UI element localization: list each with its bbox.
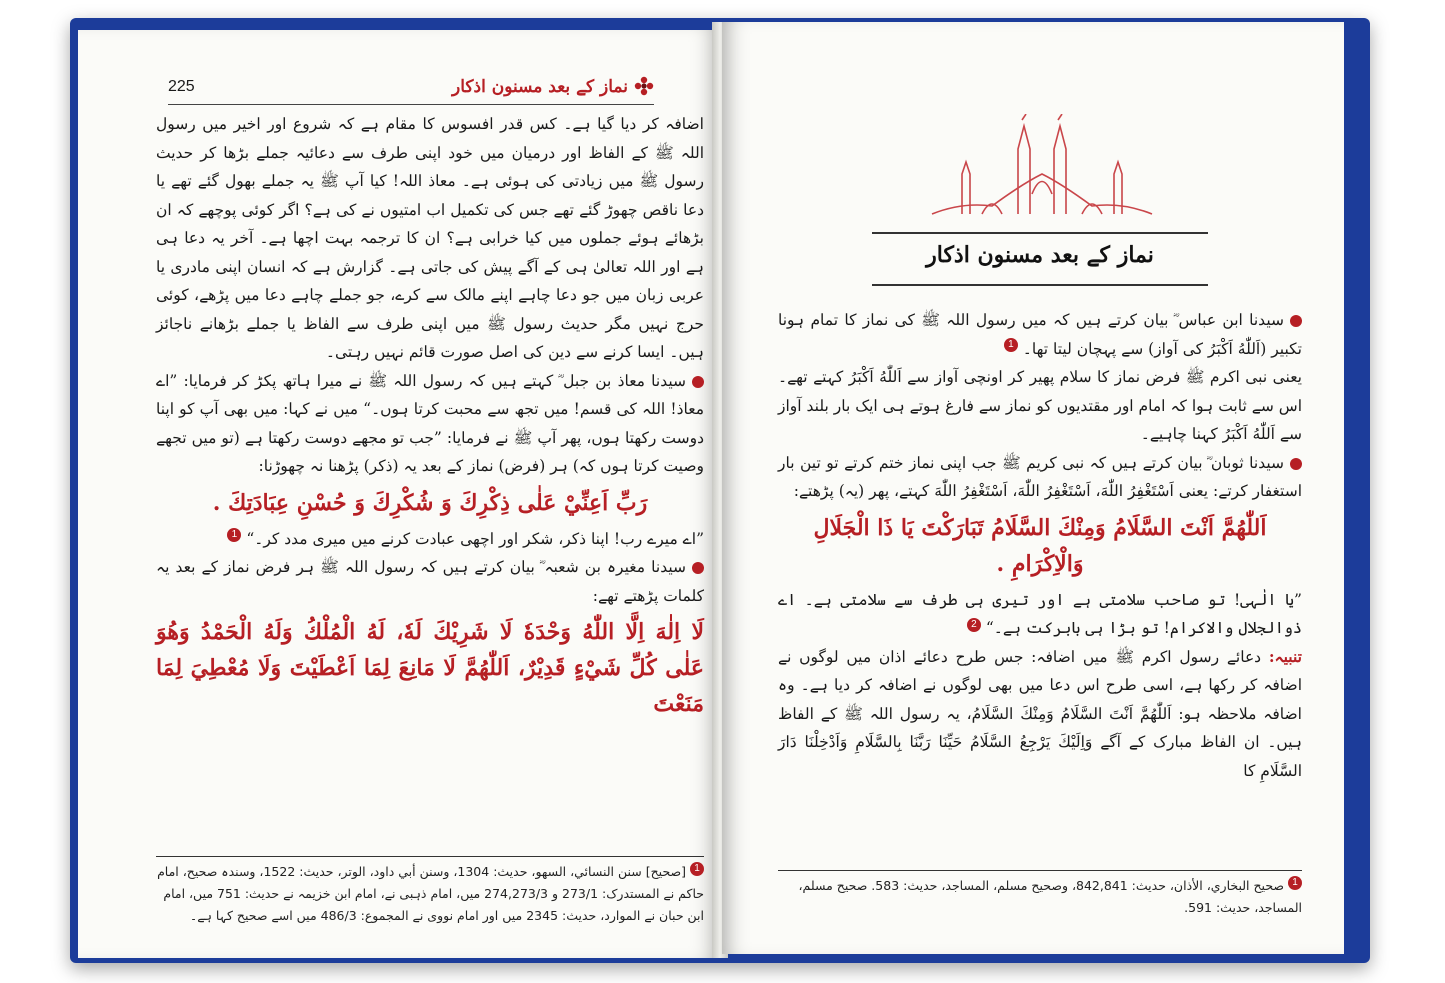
arabic-dua: رَبِّ اَعِنِّيْ عَلٰى ذِكْرِكَ وَ شُكْرِكَ وَ حُسْنِ عِبَادَتِكَ .	[212, 489, 648, 516]
paragraph: اضافہ کر دیا گیا ہے۔ کس قدر افسوس کا مقام ہے کہ شروع اور اخیر میں رسول اللہ ﷺ کے الفاظ اور درمیان میں خود اپنی طرف سے دعائیہ جملے بڑھا کر حدیث رسول ﷺ میں زیادتی کی ہوئی ہے۔ معاذ اللہ! کیا آپ ﷺ یہ جملے بھول گئے تھے یا دعا ناقص چھوڑ گئے تھے جس کی تکمیل اب امتیوں نے کی ہے؟ اگر کوئی پوچھے کہ ان بڑھائے ہوئے جملوں میں کیا خرابی ہے؟ ان کا ترجمہ بہت اچھا ہے۔ آخر یہ دعا ہی ہے اور اللہ تعالیٰ ہی کے آگے پیش کی جاتی ہے۔ گزارش ہے کہ انسان اپنی مادری یا عربی زبان میں جو دعا چاہے اپنے مالک سے کرے، جو جملے چاہے دعا میں پڑھے، کوئی حرج نہیں مگر حدیث رسول ﷺ میں اپنی طرف سے الفاظ یا جملے بڑھانے ناجائز ہیں۔ ایسا کرنے سے دین کی اصل صورت قائم نہیں رہتی۔	[156, 115, 704, 361]
bullet-flower-icon	[1290, 458, 1302, 470]
arabic-dua: اَللّٰهُمَّ اَنْتَ السَّلَامُ وَمِنْكَ السَّلَامُ تَبَارَكْتَ يَا ذَا الْجَلَالِ وَالْاِكْرَامِ .	[813, 514, 1267, 577]
warning-label: تنبیہ:	[1268, 646, 1302, 666]
right-page	[722, 22, 1344, 954]
footnote-marker-icon: 1	[690, 862, 704, 876]
footnote-text: صحیح البخاري، الأذان، حدیث: 842,841، وصحیح مسلم، المساجد، حدیث: 583. صحیح مسلم، المساجد، حدیث: 591.	[798, 878, 1302, 915]
mosque-ornament-icon	[922, 114, 1162, 224]
footnote-marker-icon: 2	[967, 618, 981, 632]
hadith-paragraph: سیدنا معاذ بن جبل ؓ کہتے ہیں کہ رسول اللہ ﷺ نے میرا ہاتھ پکڑ کر فرمایا: ”اے معاذ! اللہ کی قسم! میں تجھ سے محبت کرتا ہوں۔“ میں نے کہا: میں بھی آپ کو اپنا دوست رکھتا ہوں، پھر آپ ﷺ نے فرمایا: ”جب تو مجھے دوست رکھتا ہے (تو میں تجھے وصیت کرتا ہوں کہ) ہر (فرض) نماز کے بعد یہ (ذکر) پڑھنا نہ چھوڑنا:	[156, 371, 704, 475]
hadith-paragraph: سیدنا ابن عباس ؓ بیان کرتے ہیں کہ میں رسول اللہ ﷺ کی نماز کا تمام ہونا تکبیر (اَللّٰهُ اَكْبَرُ کی آواز) سے پہچان لیتا تھا۔ 1	[778, 311, 1302, 358]
footnote-marker-icon: 1	[1288, 876, 1302, 890]
hadith-paragraph: سیدنا مغیرہ بن شعبہ ؓ بیان کرتے ہیں کہ رسول اللہ ﷺ ہر فرض نماز کے بعد یہ کلمات پڑھتے تھے:	[156, 558, 704, 605]
footnotes	[778, 870, 1302, 919]
footnotes	[156, 856, 704, 927]
translation: ”یا الٰہی! تو صاحب سلامتی ہے اور تیری ہی طرف سے سلامتی ہے۔ اے ذوالجلال والاکرام! تو بڑا ہی بابرکت ہے۔“ 2	[778, 590, 1302, 637]
warning-paragraph: تنبیہ: دعائے رسول اکرم ﷺ میں اضافہ: جس طرح دعائے اذان میں لوگوں نے اضافہ کر رکھا ہے، اسی طرح اس دعا میں بھی لوگوں نے اضافہ کر دیا ہے۔ وہ اضافہ ملاحظہ ہو: اَللّٰهُمَّ اَنْتَ السَّلَامُ وَمِنْكَ السَّلَامُ، یہ رسول اللہ ﷺ کے الفاظ ہیں۔ ان الفاظ مبارک کے آگے وَاِلَيْكَ يَرْجِعُ السَّلَامُ حَيِّنَا رَبَّنَا بِالسَّلَامِ وَاَدْخِلْنَا دَارَ السَّلَامِ کا	[778, 646, 1302, 780]
flower-ornament-icon	[634, 76, 654, 96]
chapter-title: نماز کے بعد مسنون اذکار	[926, 242, 1154, 268]
chapter-header	[872, 232, 1208, 286]
right-body	[778, 306, 1302, 785]
arabic-dua: لَا اِلٰهَ اِلَّا اللّٰهُ وَحْدَهٗ لَا شَرِيْكَ لَهٗ، لَهُ الْمُلْكُ وَلَهُ الْحَمْدُ وَهُوَ عَلٰى كُلِّ شَيْءٍ قَدِيْرٌ، اَللّٰهُمَّ لَا مَانِعَ لِمَا اَعْطَيْتَ وَلَا مُعْطِيَ لِمَا مَنَعْتَ	[156, 619, 704, 717]
footnote-marker-icon: 1	[227, 528, 241, 542]
bullet-flower-icon	[1290, 315, 1302, 327]
left-page	[78, 30, 718, 958]
footnote-text: [صحیح] سنن النسائي، السھو، حدیث: 1304، وسنن أبي داود، الوتر، حدیث: 1522، وسندہ صحیح، امام حاکم نے المستدرک: 273/1 و 274,273/3 میں، امام ذہبی نے، امام ابن خزیمہ نے حدیث: 751 میں، امام ابن حبان نے الموارد، حدیث: 2345 میں اور امام نووی نے المجموع: 486/3 میں اسے صحیح کہا ہے۔	[157, 864, 704, 923]
running-header	[168, 74, 654, 105]
left-body	[156, 110, 704, 726]
running-title: نماز کے بعد مسنون اذکار	[452, 77, 628, 97]
translation: ”اے میرے رب! اپنا ذکر، شکر اور اچھی عبادت کرنے میں میری مدد کر۔“ 1	[156, 525, 704, 554]
footnote-marker-icon: 1	[1004, 338, 1018, 352]
bullet-flower-icon	[692, 376, 704, 388]
page-number: 225	[168, 78, 195, 95]
paragraph: یعنی نبی اکرم ﷺ فرض نماز کا سلام پھیر کر اونچی آواز سے اَللّٰهُ اَكْبَرُ کہتے تھے۔ اس سے ثابت ہوا کہ امام اور مقتدیوں کو نماز سے فارغ ہوتے ہی ایک بار بلند آواز سے اَللّٰهُ اَكْبَرُ کہنا چاہیے۔	[778, 368, 1302, 443]
hadith-paragraph: سیدنا ثوبان ؓ بیان کرتے ہیں کہ نبی کریم ﷺ جب اپنی نماز ختم کرتے تو تین بار استغفار کرتے: یعنی اَسْتَغْفِرُ اللّٰهَ، اَسْتَغْفِرُ اللّٰهَ، اَسْتَغْفِرُ اللّٰهَ کہتے، پھر (یہ) پڑھتے:	[778, 453, 1302, 500]
bullet-flower-icon	[692, 562, 704, 574]
